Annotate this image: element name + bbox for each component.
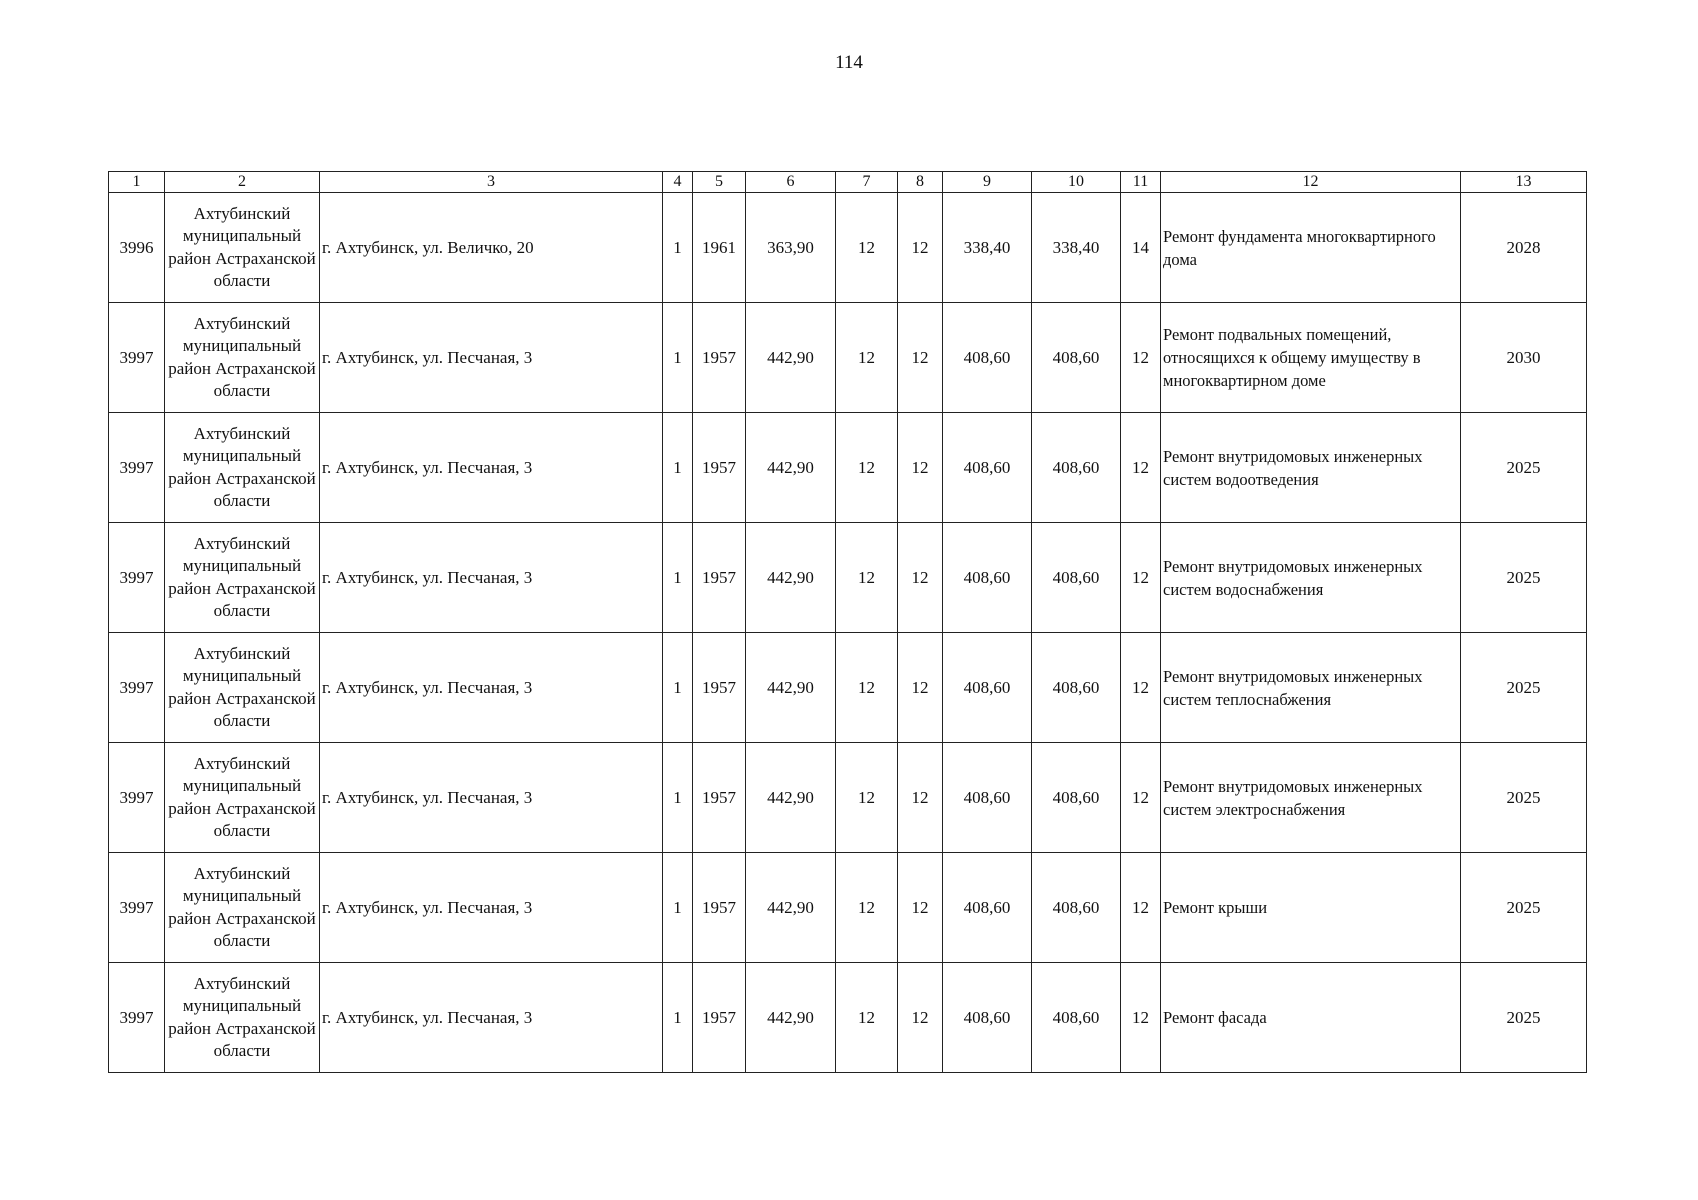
cell-col10: 408,60 [1032, 633, 1121, 743]
cell-address: г. Ахтубинск, ул. Песчаная, 3 [320, 633, 663, 743]
cell-municipality: Ахтубинский муниципальный район Астраханской области [165, 633, 320, 743]
cell-col8: 12 [898, 413, 943, 523]
cell-work-type: Ремонт внутридомовых инженерных систем водоснабжения [1161, 523, 1461, 633]
cell-col4: 1 [663, 303, 693, 413]
cell-address: г. Ахтубинск, ул. Песчаная, 3 [320, 853, 663, 963]
table-body [109, 193, 1587, 1073]
cell-col8: 12 [898, 193, 943, 303]
cell-col7: 12 [836, 633, 898, 743]
table-row [109, 523, 1587, 633]
cell-col9: 408,60 [943, 853, 1032, 963]
column-header-3: 3 [320, 172, 663, 193]
column-header-9: 9 [943, 172, 1032, 193]
cell-id: 3997 [109, 743, 165, 853]
cell-col7: 12 [836, 303, 898, 413]
cell-col9: 408,60 [943, 413, 1032, 523]
cell-year: 1957 [693, 523, 746, 633]
cell-col11: 12 [1121, 853, 1161, 963]
cell-col8: 12 [898, 633, 943, 743]
cell-col8: 12 [898, 853, 943, 963]
cell-col4: 1 [663, 413, 693, 523]
cell-col10: 408,60 [1032, 963, 1121, 1073]
cell-col11: 12 [1121, 303, 1161, 413]
cell-col4: 1 [663, 963, 693, 1073]
page-number: 114 [835, 52, 863, 73]
cell-col7: 12 [836, 523, 898, 633]
cell-plan-year: 2025 [1461, 413, 1587, 523]
cell-col7: 12 [836, 853, 898, 963]
cell-id: 3996 [109, 193, 165, 303]
cell-plan-year: 2025 [1461, 523, 1587, 633]
cell-col10: 408,60 [1032, 743, 1121, 853]
cell-col4: 1 [663, 193, 693, 303]
cell-col9: 408,60 [943, 303, 1032, 413]
column-header-10: 10 [1032, 172, 1121, 193]
cell-col4: 1 [663, 853, 693, 963]
cell-year: 1957 [693, 853, 746, 963]
table-row [109, 743, 1587, 853]
cell-col6: 363,90 [746, 193, 836, 303]
cell-col6: 442,90 [746, 303, 836, 413]
cell-col10: 408,60 [1032, 853, 1121, 963]
cell-col8: 12 [898, 963, 943, 1073]
cell-col6: 442,90 [746, 963, 836, 1073]
cell-col7: 12 [836, 963, 898, 1073]
column-header-8: 8 [898, 172, 943, 193]
cell-col7: 12 [836, 413, 898, 523]
cell-year: 1957 [693, 963, 746, 1073]
cell-id: 3997 [109, 853, 165, 963]
cell-col6: 442,90 [746, 413, 836, 523]
table-row [109, 633, 1587, 743]
cell-work-type: Ремонт фундамента многоквартирного дома [1161, 193, 1461, 303]
cell-col11: 14 [1121, 193, 1161, 303]
column-header-2: 2 [165, 172, 320, 193]
cell-plan-year: 2025 [1461, 633, 1587, 743]
cell-col6: 442,90 [746, 743, 836, 853]
cell-col7: 12 [836, 743, 898, 853]
cell-col4: 1 [663, 523, 693, 633]
column-header-12: 12 [1161, 172, 1461, 193]
cell-year: 1961 [693, 193, 746, 303]
cell-col9: 338,40 [943, 193, 1032, 303]
cell-plan-year: 2030 [1461, 303, 1587, 413]
cell-col11: 12 [1121, 963, 1161, 1073]
cell-col10: 338,40 [1032, 193, 1121, 303]
cell-id: 3997 [109, 303, 165, 413]
cell-municipality: Ахтубинский муниципальный район Астраханской области [165, 303, 320, 413]
column-header-5: 5 [693, 172, 746, 193]
cell-work-type: Ремонт внутридомовых инженерных систем водоотведения [1161, 413, 1461, 523]
column-number-row [109, 172, 1587, 193]
cell-col10: 408,60 [1032, 303, 1121, 413]
cell-work-type: Ремонт крыши [1161, 853, 1461, 963]
cell-address: г. Ахтубинск, ул. Песчаная, 3 [320, 963, 663, 1073]
cell-col11: 12 [1121, 633, 1161, 743]
cell-address: г. Ахтубинск, ул. Песчаная, 3 [320, 413, 663, 523]
cell-address: г. Ахтубинск, ул. Песчаная, 3 [320, 303, 663, 413]
column-header-11: 11 [1121, 172, 1161, 193]
cell-year: 1957 [693, 633, 746, 743]
cell-plan-year: 2025 [1461, 963, 1587, 1073]
cell-col9: 408,60 [943, 963, 1032, 1073]
repair-schedule-table [108, 171, 1587, 1073]
cell-municipality: Ахтубинский муниципальный район Астраханской области [165, 743, 320, 853]
cell-address: г. Ахтубинск, ул. Песчаная, 3 [320, 523, 663, 633]
cell-municipality: Ахтубинский муниципальный район Астраханской области [165, 523, 320, 633]
cell-col8: 12 [898, 743, 943, 853]
cell-col11: 12 [1121, 743, 1161, 853]
table-row [109, 853, 1587, 963]
cell-year: 1957 [693, 303, 746, 413]
cell-col8: 12 [898, 303, 943, 413]
cell-col9: 408,60 [943, 523, 1032, 633]
cell-plan-year: 2025 [1461, 853, 1587, 963]
cell-municipality: Ахтубинский муниципальный район Астраханской области [165, 853, 320, 963]
table-row [109, 303, 1587, 413]
cell-col6: 442,90 [746, 633, 836, 743]
cell-col11: 12 [1121, 523, 1161, 633]
cell-col7: 12 [836, 193, 898, 303]
cell-work-type: Ремонт подвальных помещений, относящихся к общему имуществу в многоквартирном доме [1161, 303, 1461, 413]
cell-address: г. Ахтубинск, ул. Песчаная, 3 [320, 743, 663, 853]
cell-year: 1957 [693, 743, 746, 853]
column-header-6: 6 [746, 172, 836, 193]
cell-id: 3997 [109, 963, 165, 1073]
cell-col6: 442,90 [746, 523, 836, 633]
table-row [109, 963, 1587, 1073]
column-header-7: 7 [836, 172, 898, 193]
cell-work-type: Ремонт внутридомовых инженерных систем электроснабжения [1161, 743, 1461, 853]
cell-municipality: Ахтубинский муниципальный район Астраханской области [165, 963, 320, 1073]
cell-col4: 1 [663, 743, 693, 853]
cell-work-type: Ремонт внутридомовых инженерных систем теплоснабжения [1161, 633, 1461, 743]
cell-col4: 1 [663, 633, 693, 743]
cell-col10: 408,60 [1032, 413, 1121, 523]
cell-address: г. Ахтубинск, ул. Величко, 20 [320, 193, 663, 303]
column-header-4: 4 [663, 172, 693, 193]
cell-id: 3997 [109, 523, 165, 633]
cell-col6: 442,90 [746, 853, 836, 963]
cell-col8: 12 [898, 523, 943, 633]
cell-plan-year: 2025 [1461, 743, 1587, 853]
cell-col9: 408,60 [943, 633, 1032, 743]
table-row [109, 413, 1587, 523]
column-header-13: 13 [1461, 172, 1587, 193]
cell-plan-year: 2028 [1461, 193, 1587, 303]
cell-id: 3997 [109, 413, 165, 523]
column-header-1: 1 [109, 172, 165, 193]
table-row [109, 193, 1587, 303]
cell-work-type: Ремонт фасада [1161, 963, 1461, 1073]
cell-col10: 408,60 [1032, 523, 1121, 633]
cell-col9: 408,60 [943, 743, 1032, 853]
cell-col11: 12 [1121, 413, 1161, 523]
cell-year: 1957 [693, 413, 746, 523]
cell-municipality: Ахтубинский муниципальный район Астраханской области [165, 413, 320, 523]
cell-id: 3997 [109, 633, 165, 743]
cell-municipality: Ахтубинский муниципальный район Астраханской области [165, 193, 320, 303]
